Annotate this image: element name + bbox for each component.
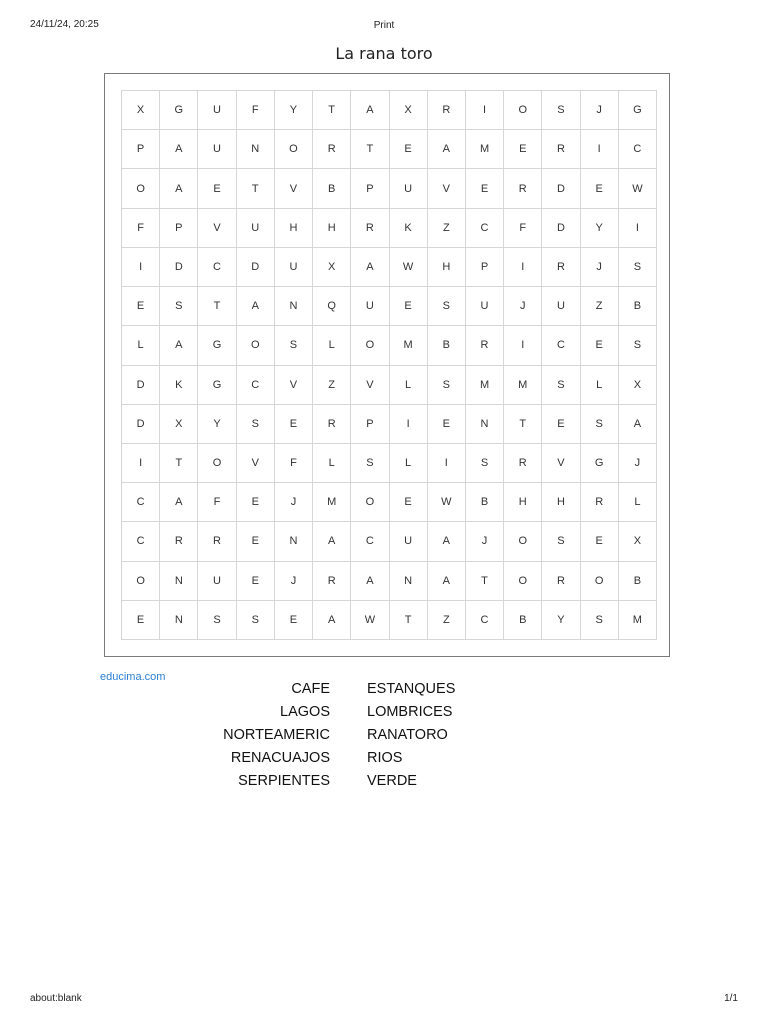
grid-cell: E — [581, 522, 618, 560]
grid-cell: L — [619, 483, 656, 521]
grid-cell: B — [313, 169, 350, 207]
grid-cell: R — [504, 169, 541, 207]
grid-cell: I — [390, 405, 427, 443]
grid-cell: B — [428, 326, 465, 364]
grid-cell: N — [275, 287, 312, 325]
grid-cell: O — [504, 522, 541, 560]
grid-cell: Y — [581, 209, 618, 247]
grid-cell: R — [581, 483, 618, 521]
grid-cell: M — [313, 483, 350, 521]
grid-cell: O — [275, 130, 312, 168]
grid-cell: N — [275, 522, 312, 560]
grid-cell: A — [351, 91, 388, 129]
grid-cell: R — [542, 562, 579, 600]
grid-cell: Z — [581, 287, 618, 325]
grid-cell: C — [351, 522, 388, 560]
grid-cell: R — [351, 209, 388, 247]
grid-cell: B — [504, 601, 541, 639]
print-date: 24/11/24, 20:25 — [30, 19, 99, 30]
grid-cell: L — [313, 444, 350, 482]
grid-cell: J — [466, 522, 503, 560]
grid-cell: O — [351, 483, 388, 521]
grid-cell: S — [275, 326, 312, 364]
grid-cell: F — [275, 444, 312, 482]
grid-cell: C — [198, 248, 235, 286]
grid-cell: Z — [313, 366, 350, 404]
grid-cell: P — [351, 405, 388, 443]
grid-cell: S — [351, 444, 388, 482]
grid-cell: G — [198, 326, 235, 364]
grid-cell: H — [275, 209, 312, 247]
grid-cell: W — [390, 248, 427, 286]
grid-cell: T — [198, 287, 235, 325]
grid-cell: M — [504, 366, 541, 404]
word-list-item: RENACUAJOS — [230, 750, 330, 766]
grid-cell: C — [542, 326, 579, 364]
grid-cell: A — [428, 522, 465, 560]
grid-cell: X — [619, 522, 656, 560]
grid-cell: A — [351, 248, 388, 286]
grid-cell: E — [466, 169, 503, 207]
grid-cell: W — [619, 169, 656, 207]
grid-cell: A — [428, 130, 465, 168]
footer-page-number: 1/1 — [724, 993, 738, 1004]
word-list-item: RIOS — [367, 750, 403, 766]
grid-cell: A — [313, 522, 350, 560]
grid-cell: Y — [198, 405, 235, 443]
grid-cell: X — [122, 91, 159, 129]
brand-link[interactable]: educima.com — [100, 671, 166, 683]
grid-cell: U — [275, 248, 312, 286]
grid-cell: T — [466, 562, 503, 600]
grid-cell: E — [275, 405, 312, 443]
grid-cell: U — [466, 287, 503, 325]
grid-cell: S — [237, 601, 274, 639]
grid-cell: P — [160, 209, 197, 247]
grid-cell: D — [237, 248, 274, 286]
grid-cell: X — [313, 248, 350, 286]
grid-cell: E — [542, 405, 579, 443]
grid-cell: S — [542, 522, 579, 560]
word-list-item: ESTANQUES — [367, 681, 456, 697]
grid-cell: E — [237, 483, 274, 521]
grid-cell: S — [466, 444, 503, 482]
grid-cell: V — [237, 444, 274, 482]
grid-cell: S — [542, 91, 579, 129]
grid-cell: U — [198, 91, 235, 129]
grid-cell: U — [542, 287, 579, 325]
grid-cell: C — [619, 130, 656, 168]
grid-cell: J — [504, 287, 541, 325]
grid-cell: A — [428, 562, 465, 600]
grid-cell: D — [122, 366, 159, 404]
grid-cell: A — [160, 326, 197, 364]
grid-cell: L — [390, 366, 427, 404]
grid-cell: G — [619, 91, 656, 129]
page-title: La rana toro — [335, 44, 433, 63]
grid-cell: J — [581, 248, 618, 286]
grid-cell: P — [351, 169, 388, 207]
grid-cell: I — [581, 130, 618, 168]
word-search-grid — [121, 90, 657, 640]
word-list-right — [367, 678, 455, 793]
grid-cell: A — [237, 287, 274, 325]
grid-cell: J — [619, 444, 656, 482]
grid-cell: T — [351, 130, 388, 168]
grid-cell: E — [504, 130, 541, 168]
grid-cell: A — [160, 483, 197, 521]
grid-cell: R — [428, 91, 465, 129]
grid-cell: S — [428, 287, 465, 325]
grid-cell: H — [428, 248, 465, 286]
grid-cell: R — [504, 444, 541, 482]
grid-cell: J — [581, 91, 618, 129]
grid-cell: S — [542, 366, 579, 404]
grid-cell: A — [160, 130, 197, 168]
grid-cell: W — [351, 601, 388, 639]
grid-cell: N — [390, 562, 427, 600]
grid-cell: O — [504, 562, 541, 600]
grid-cell: F — [122, 209, 159, 247]
footer-url: about:blank — [30, 993, 82, 1004]
grid-cell: S — [619, 326, 656, 364]
word-search-frame — [104, 73, 670, 657]
grid-cell: A — [160, 169, 197, 207]
grid-cell: L — [390, 444, 427, 482]
grid-cell: T — [160, 444, 197, 482]
grid-cell: R — [542, 248, 579, 286]
grid-cell: N — [237, 130, 274, 168]
grid-cell: G — [198, 366, 235, 404]
grid-cell: M — [466, 366, 503, 404]
grid-cell: S — [619, 248, 656, 286]
grid-cell: L — [581, 366, 618, 404]
grid-cell: U — [198, 130, 235, 168]
print-header-title: Print — [373, 20, 395, 31]
grid-cell: S — [581, 601, 618, 639]
grid-cell: U — [351, 287, 388, 325]
grid-cell: Y — [275, 91, 312, 129]
grid-cell: V — [198, 209, 235, 247]
grid-cell: S — [237, 405, 274, 443]
grid-cell: V — [275, 366, 312, 404]
grid-cell: R — [198, 522, 235, 560]
grid-cell: N — [160, 601, 197, 639]
grid-cell: T — [237, 169, 274, 207]
grid-cell: V — [351, 366, 388, 404]
grid-cell: L — [122, 326, 159, 364]
grid-cell: E — [390, 130, 427, 168]
grid-cell: C — [122, 522, 159, 560]
grid-cell: V — [275, 169, 312, 207]
grid-cell: H — [313, 209, 350, 247]
word-list-item: RANATORO — [367, 727, 448, 743]
grid-cell: E — [390, 287, 427, 325]
grid-cell: R — [466, 326, 503, 364]
grid-cell: X — [619, 366, 656, 404]
grid-cell: Z — [428, 209, 465, 247]
grid-cell: Y — [542, 601, 579, 639]
grid-cell: E — [581, 326, 618, 364]
grid-cell: G — [581, 444, 618, 482]
word-list-left — [223, 678, 330, 793]
grid-cell: A — [351, 562, 388, 600]
grid-cell: T — [313, 91, 350, 129]
grid-cell: D — [122, 405, 159, 443]
word-list-item: SERPIENTES — [238, 773, 330, 789]
grid-cell: J — [275, 562, 312, 600]
word-list-item: LAGOS — [280, 704, 330, 720]
grid-cell: Z — [428, 601, 465, 639]
grid-cell: B — [619, 562, 656, 600]
grid-cell: K — [390, 209, 427, 247]
grid-cell: R — [313, 405, 350, 443]
grid-cell: X — [390, 91, 427, 129]
grid-cell: O — [122, 169, 159, 207]
grid-cell: S — [581, 405, 618, 443]
grid-cell: S — [428, 366, 465, 404]
grid-cell: W — [428, 483, 465, 521]
grid-cell: O — [237, 326, 274, 364]
grid-cell: P — [122, 130, 159, 168]
grid-cell: T — [390, 601, 427, 639]
grid-cell: E — [390, 483, 427, 521]
grid-cell: E — [198, 169, 235, 207]
grid-cell: S — [198, 601, 235, 639]
grid-cell: U — [198, 562, 235, 600]
grid-cell: X — [160, 405, 197, 443]
grid-cell: N — [160, 562, 197, 600]
grid-cell: D — [542, 169, 579, 207]
grid-cell: O — [122, 562, 159, 600]
word-list-item: VERDE — [367, 773, 417, 789]
word-list-item: LOMBRICES — [367, 704, 453, 720]
grid-cell: T — [504, 405, 541, 443]
grid-cell: V — [428, 169, 465, 207]
grid-cell: C — [466, 209, 503, 247]
grid-cell: B — [619, 287, 656, 325]
grid-cell: C — [237, 366, 274, 404]
grid-cell: G — [160, 91, 197, 129]
grid-cell: O — [581, 562, 618, 600]
grid-cell: M — [390, 326, 427, 364]
grid-cell: D — [160, 248, 197, 286]
grid-cell: I — [428, 444, 465, 482]
grid-cell: I — [504, 326, 541, 364]
grid-cell: E — [237, 522, 274, 560]
grid-cell: U — [390, 522, 427, 560]
grid-cell: O — [351, 326, 388, 364]
grid-cell: F — [504, 209, 541, 247]
grid-cell: R — [542, 130, 579, 168]
grid-cell: V — [542, 444, 579, 482]
grid-cell: I — [504, 248, 541, 286]
grid-cell: I — [466, 91, 503, 129]
grid-cell: J — [275, 483, 312, 521]
grid-cell: C — [122, 483, 159, 521]
grid-cell: E — [428, 405, 465, 443]
grid-cell: E — [275, 601, 312, 639]
grid-cell: R — [160, 522, 197, 560]
grid-cell: O — [504, 91, 541, 129]
grid-cell: K — [160, 366, 197, 404]
grid-cell: O — [198, 444, 235, 482]
grid-cell: Q — [313, 287, 350, 325]
grid-cell: R — [313, 130, 350, 168]
grid-cell: S — [160, 287, 197, 325]
grid-cell: A — [619, 405, 656, 443]
grid-cell: E — [122, 601, 159, 639]
grid-cell: I — [122, 444, 159, 482]
grid-cell: C — [466, 601, 503, 639]
grid-cell: E — [237, 562, 274, 600]
grid-cell: E — [581, 169, 618, 207]
grid-cell: R — [313, 562, 350, 600]
grid-cell: F — [237, 91, 274, 129]
grid-cell: E — [122, 287, 159, 325]
grid-cell: I — [122, 248, 159, 286]
grid-cell: N — [466, 405, 503, 443]
grid-cell: P — [466, 248, 503, 286]
grid-cell: U — [237, 209, 274, 247]
grid-cell: B — [466, 483, 503, 521]
word-list-item: NORTEAMERIC — [223, 727, 330, 743]
grid-cell: M — [619, 601, 656, 639]
grid-cell: D — [542, 209, 579, 247]
grid-cell: I — [619, 209, 656, 247]
word-list-item: CAFE — [291, 681, 330, 697]
grid-cell: F — [198, 483, 235, 521]
grid-cell: L — [313, 326, 350, 364]
grid-cell: H — [542, 483, 579, 521]
grid-cell: A — [313, 601, 350, 639]
grid-cell: U — [390, 169, 427, 207]
grid-cell: M — [466, 130, 503, 168]
grid-cell: H — [504, 483, 541, 521]
